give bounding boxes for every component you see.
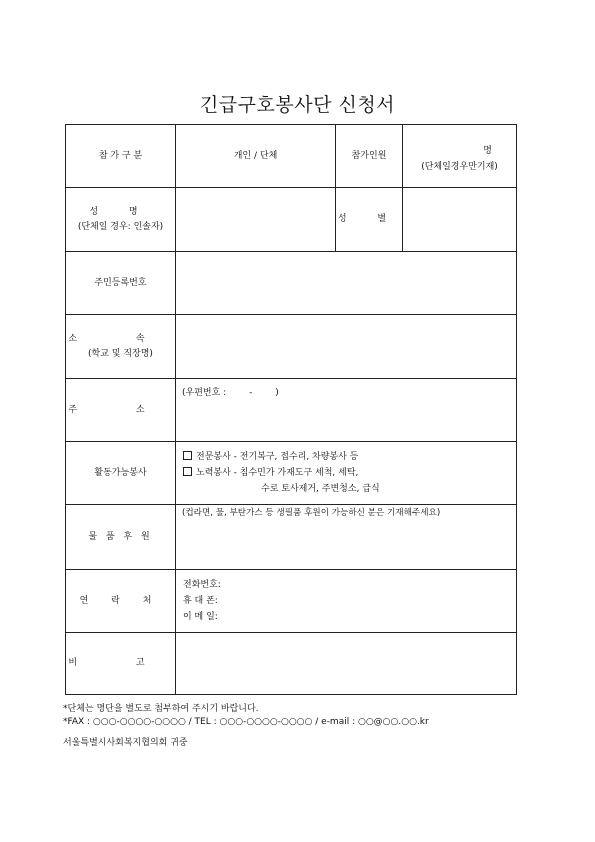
row-affiliation xyxy=(66,315,517,379)
phone-field[interactable]: 전화번호: xyxy=(183,580,221,590)
address-label: 주 소 xyxy=(66,379,176,442)
remarks-field[interactable] xyxy=(176,633,517,695)
participation-type-label: 참 가 구 분 xyxy=(66,125,176,188)
empty-checkbox-icon[interactable] xyxy=(183,467,192,476)
donation-hint: (컵라면, 물, 부탄가스 등 생필품 후원이 가능하신 분은 기재해주세요) xyxy=(182,508,441,518)
row-resident-number xyxy=(66,252,517,315)
gender-field[interactable] xyxy=(403,188,517,252)
participant-count-field[interactable] xyxy=(403,125,517,188)
row-remarks xyxy=(66,633,517,695)
resident-number-field[interactable] xyxy=(176,252,517,315)
donation-field[interactable] xyxy=(176,505,517,570)
activity-option-labor-continued: 수로 토사제거, 주변청소, 급식 xyxy=(261,484,380,494)
row-contact xyxy=(66,570,517,633)
participation-type-field[interactable]: 개인 / 단체 xyxy=(176,125,336,188)
affiliation-field[interactable] xyxy=(176,315,517,379)
footer-organization: 서울특별시사회복지협의회 귀중 xyxy=(63,738,188,748)
name-label: 성 명 xyxy=(89,206,152,217)
contact-fields xyxy=(176,570,517,633)
remarks-label: 비 고 xyxy=(66,633,176,695)
activity-label: 활동가능봉사 xyxy=(66,442,176,505)
row-address xyxy=(66,379,517,442)
activity-option-labor-label: 노력봉사 - 침수민가 가재도구 세척, 세탁, xyxy=(196,468,359,478)
empty-checkbox-icon[interactable] xyxy=(183,451,192,460)
contact-label: 연 락 처 xyxy=(66,570,176,633)
gender-label: 성 별 xyxy=(336,188,403,252)
name-label-cell xyxy=(66,188,176,252)
participant-count-label: 참가인원 xyxy=(336,125,403,188)
affiliation-label: 소 속 xyxy=(68,333,173,344)
affiliation-sublabel: (학교 및 직장명) xyxy=(88,348,153,359)
postal-code-hint: (우편번호 : - ) xyxy=(182,388,279,398)
activity-option-labor[interactable] xyxy=(183,465,516,481)
count-note: (단체일경우만기재) xyxy=(421,162,498,172)
affiliation-label-cell xyxy=(66,315,176,379)
activity-option-professional-label: 전문봉사 - 전기복구, 접수리, 차량봉사 등 xyxy=(196,452,359,462)
activity-options xyxy=(176,442,517,505)
name-field[interactable] xyxy=(176,188,336,252)
count-unit: 명 xyxy=(483,146,492,156)
resident-number-label: 주민등록번호 xyxy=(66,252,176,315)
form-title: 긴급구호봉사단 신청서 xyxy=(199,94,396,116)
footer-contact: *FAX : ○○○-○○○○-○○○○ / TEL : ○○○-○○○○-○○○○ / e-mail : ○○@○○.○○.kr xyxy=(63,717,429,727)
activity-option-professional[interactable] xyxy=(183,449,516,465)
footer-note: *단체는 명단을 별도로 첨부하여 주시기 바랍니다. xyxy=(63,704,259,714)
row-activity xyxy=(66,442,517,505)
row-donation xyxy=(66,505,517,570)
row-name xyxy=(66,188,517,252)
address-field[interactable] xyxy=(176,379,517,442)
row-participation-type xyxy=(66,125,517,188)
application-form-table xyxy=(65,124,517,695)
email-field[interactable]: 이 메 일: xyxy=(183,612,218,622)
donation-label: 물 품 후 원 xyxy=(66,505,176,570)
mobile-field[interactable]: 휴 대 폰: xyxy=(183,596,218,606)
name-sublabel: (단체일 경우: 인솔자) xyxy=(77,221,164,232)
